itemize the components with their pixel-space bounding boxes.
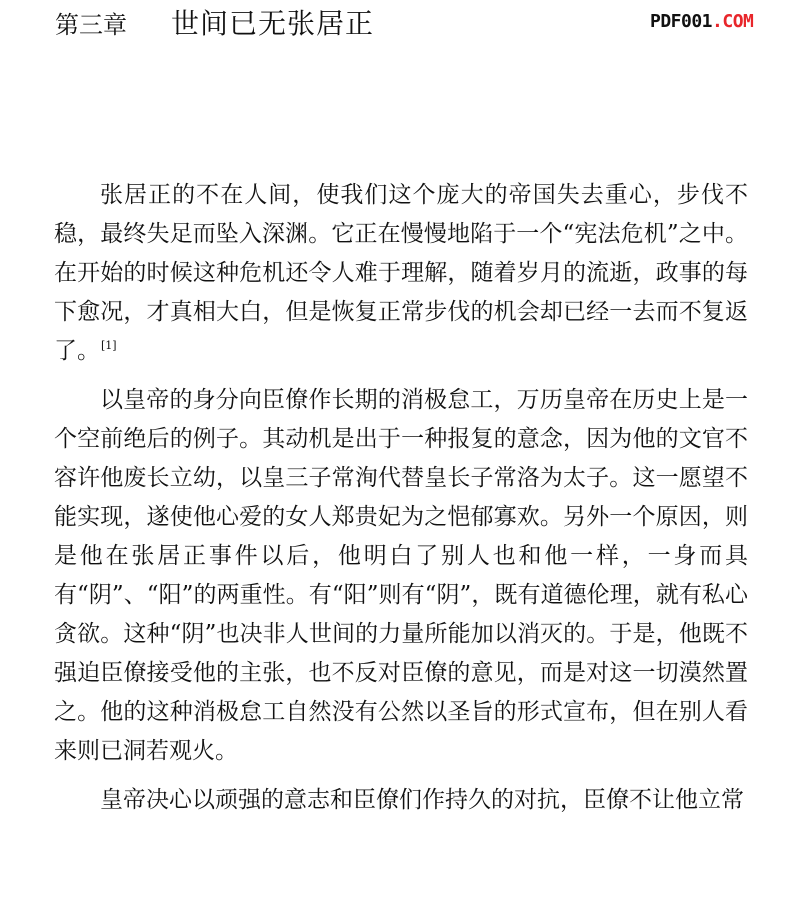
paragraph-text: 以皇帝的身分向臣僚作长期的消极怠工，万历皇帝在历史上是一个空前绝后的例子。其动机是出于一种报复的意念，因为他的文官不容许他废长立幼，以皇三子常洵代替皇长子常洛为太子。这一愿望不能实现，遂使他心爱的女人郑贵妃为之悒郁寡欢。另外一个原因，则是他在张居正事件以后，他明白了别人也和他一样，一身而具有“阴”、“阳”的两重性。有“阳”则有“阴”，既有道德伦理，就有私心贪欲。这种“阴”也决非人世间的力量所能加以消灭的。于是，他既不强迫臣僚接受他的主张，也不反对臣僚的意见，而是对这一切漠然置之。他的这种消极怠工自然没有公然以圣旨的形式宣布，但在别人看来则已洞若观火。 (54, 387, 748, 764)
chapter-title: 世间已无张居正 (171, 7, 375, 40)
watermark-suffix: .COM (712, 11, 754, 32)
body-text (54, 176, 748, 820)
paragraph-text: 张居正的不在人间，使我们这个庞大的帝国失去重心，步伐不稳，最终失足而坠入深渊。它正在慢慢地陷于一个“宪法危机”之中。在开始的时候这种危机还令人难于理解，随着岁月的流逝，政事的每下愈况，才真相大白，但是恢复正常步伐的机会却已经一去而不复返了。 (54, 182, 748, 364)
chapter-heading (55, 2, 374, 38)
paragraph (54, 781, 748, 820)
paragraph (54, 176, 748, 371)
watermark-text: PDF001 (650, 11, 713, 32)
paragraph-text: 皇帝决心以顽强的意志和臣僚们作持久的对抗，臣僚不让他立常 (100, 787, 744, 813)
chapter-number: 第三章 (55, 11, 127, 39)
watermark-logo (650, 11, 753, 32)
footnote-marker[interactable]: [1] (101, 339, 117, 353)
paragraph (54, 381, 748, 771)
